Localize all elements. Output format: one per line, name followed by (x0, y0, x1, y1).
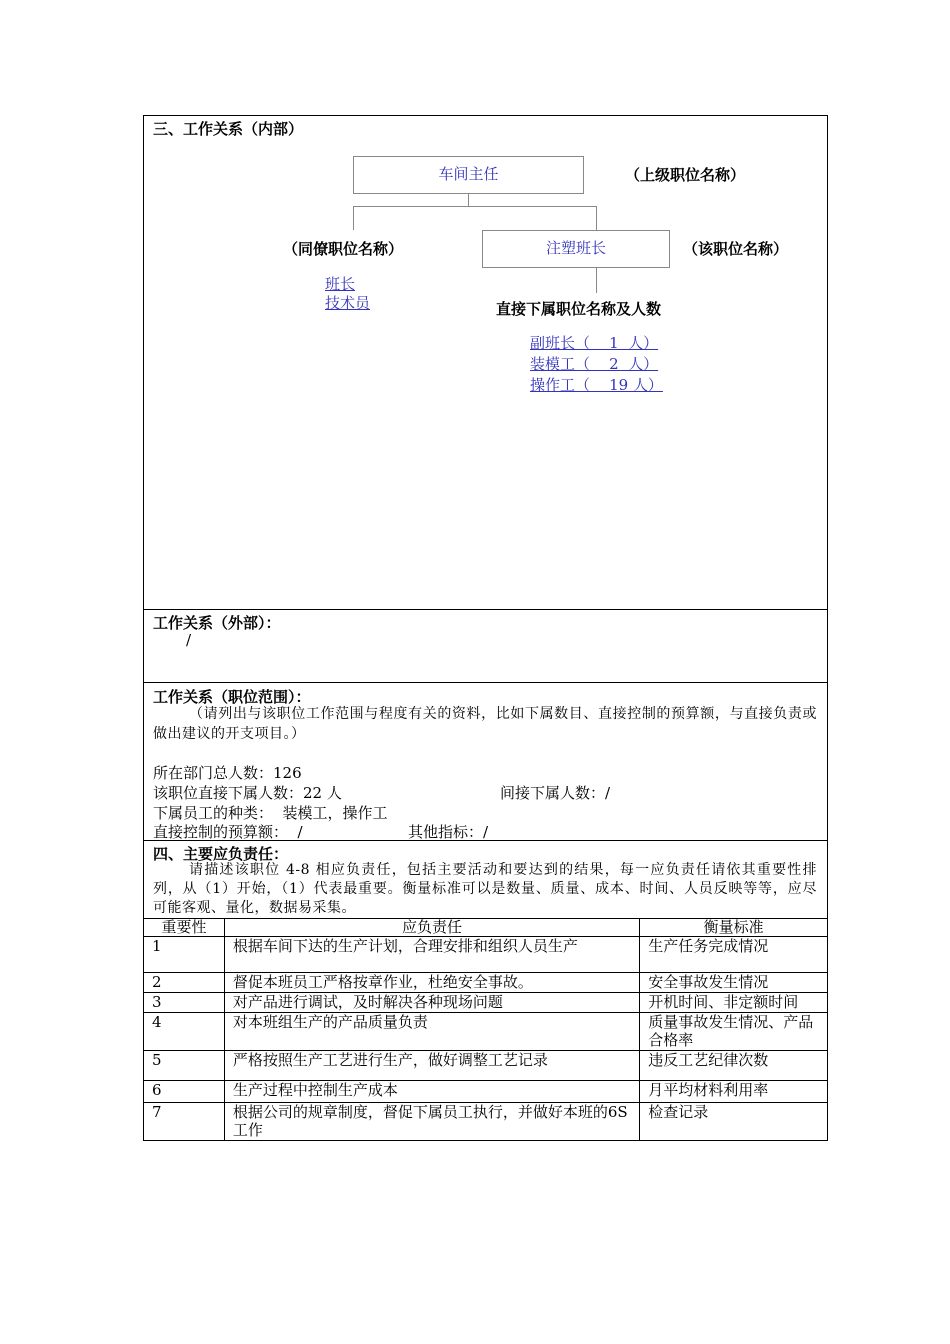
org-connector-v1 (468, 193, 469, 206)
org-connector-h (353, 206, 597, 207)
external-heading: 工作关系（外部）： (153, 614, 281, 632)
duty-cell: 督促本班员工严格按章作业，杜绝安全事故。 (224, 973, 639, 993)
frame-left (143, 115, 144, 919)
duty-cell: 生产过程中控制生产成本 (224, 1081, 639, 1103)
duty-cell: 对本班组生产的产品质量负责 (224, 1013, 639, 1051)
peer-item[interactable] (325, 275, 417, 294)
duty-cell: 严格按照生产工艺进行生产，做好调整工艺记录 (224, 1051, 639, 1081)
org-connector-peer (353, 206, 354, 230)
standard-cell: 质量事故发生情况、产品合格率 (640, 1013, 828, 1051)
subordinates-heading: 直接下属职位名称及人数 (496, 300, 662, 318)
subordinate-item[interactable]: 副班长（ 1 人） (530, 334, 659, 352)
standard-cell: 生产任务完成情况 (640, 937, 828, 973)
table-row (144, 973, 828, 993)
table-row (144, 1081, 828, 1103)
rank-cell: 2 (144, 973, 225, 993)
peer-text: 班长 (325, 275, 356, 293)
rank-cell: 7 (144, 1103, 225, 1141)
peer-item[interactable] (325, 294, 417, 313)
rank-cell: 1 (144, 937, 225, 973)
duty-cell: 根据车间下达的生产计划，合理安排和组织人员生产 (224, 937, 639, 973)
section3-heading: 三、工作关系（内部） (153, 120, 304, 138)
budget: 直接控制的预算额： / (153, 823, 303, 841)
frame-right (827, 115, 828, 919)
table-row (144, 1103, 828, 1141)
frame-top (143, 115, 828, 116)
column-header: 应负责任 (224, 919, 639, 937)
rank-cell: 5 (144, 1051, 225, 1081)
rank-cell: 6 (144, 1081, 225, 1103)
duty-cell: 根据公司的规章制度，督促下属员工执行，并做好本班的6S工作 (224, 1103, 639, 1141)
standard-cell: 月平均材料利用率 (640, 1081, 828, 1103)
standard-cell: 违反工艺纪律次数 (640, 1051, 828, 1081)
responsibilities-table (143, 918, 828, 1141)
subordinate-types: 下属员工的种类： 装模工，操作工 (153, 804, 388, 822)
table-header-row (144, 919, 828, 937)
other-indicators: 其他指标：/ (408, 823, 489, 841)
superior-position-label: （上级职位名称） (625, 166, 746, 184)
section4-heading: 四、主要应负责任： (153, 845, 289, 863)
dept-total: 所在部门总人数：126 (153, 764, 302, 782)
divider-external (143, 609, 828, 610)
org-connector-v2 (596, 206, 597, 230)
table-row (144, 1051, 828, 1081)
subordinate-item[interactable]: 装模工（ 2 人） (530, 355, 659, 373)
subordinate-item[interactable]: 操作工（ 19 人） (530, 376, 663, 394)
scope-description: （请列出与该职位工作范围与程度有关的资料，比如下属数目、直接控制的预算额，与直接负责或做出建议的开支项目。） (153, 706, 817, 742)
org-connector-sub (596, 267, 597, 293)
column-header: 衡量标准 (640, 919, 828, 937)
peer-text: 技术员 (325, 294, 371, 312)
standard-cell: 开机时间、非定额时间 (640, 993, 828, 1013)
scope-heading: 工作关系（职位范围）： (153, 688, 311, 706)
current-position-label: （该职位名称） (683, 240, 789, 258)
indirect-subordinates: 间接下属人数：/ (500, 784, 611, 802)
current-position-box: 注塑班长 (482, 230, 670, 268)
column-header: 重要性 (144, 919, 225, 937)
table-row (144, 937, 828, 973)
table-row (144, 1013, 828, 1051)
superior-position-box: 车间主任 (353, 156, 584, 194)
standard-cell: 检查记录 (640, 1103, 828, 1141)
section4-description: 请描述该职位 4-8 相应负责任，包括主要活动和要达到的结果，每一应负责任请依其重要性排列，从（1）开始，（1）代表最重要。衡量标准可以是数量、质量、成本、时间、人员反映等等，应尽可能客观、量化，数据易采集。 (153, 862, 817, 916)
divider-scope (143, 682, 828, 683)
table-row (144, 993, 828, 1013)
duty-cell: 对产品进行调试，及时解决各种现场问题 (224, 993, 639, 1013)
standard-cell: 安全事故发生情况 (640, 973, 828, 993)
rank-cell: 4 (144, 1013, 225, 1051)
peer-position-label: （同僚职位名称） (283, 240, 404, 258)
external-value: / (186, 631, 192, 649)
rank-cell: 3 (144, 993, 225, 1013)
direct-subordinates: 该职位直接下属人数：22 人 (153, 784, 342, 802)
